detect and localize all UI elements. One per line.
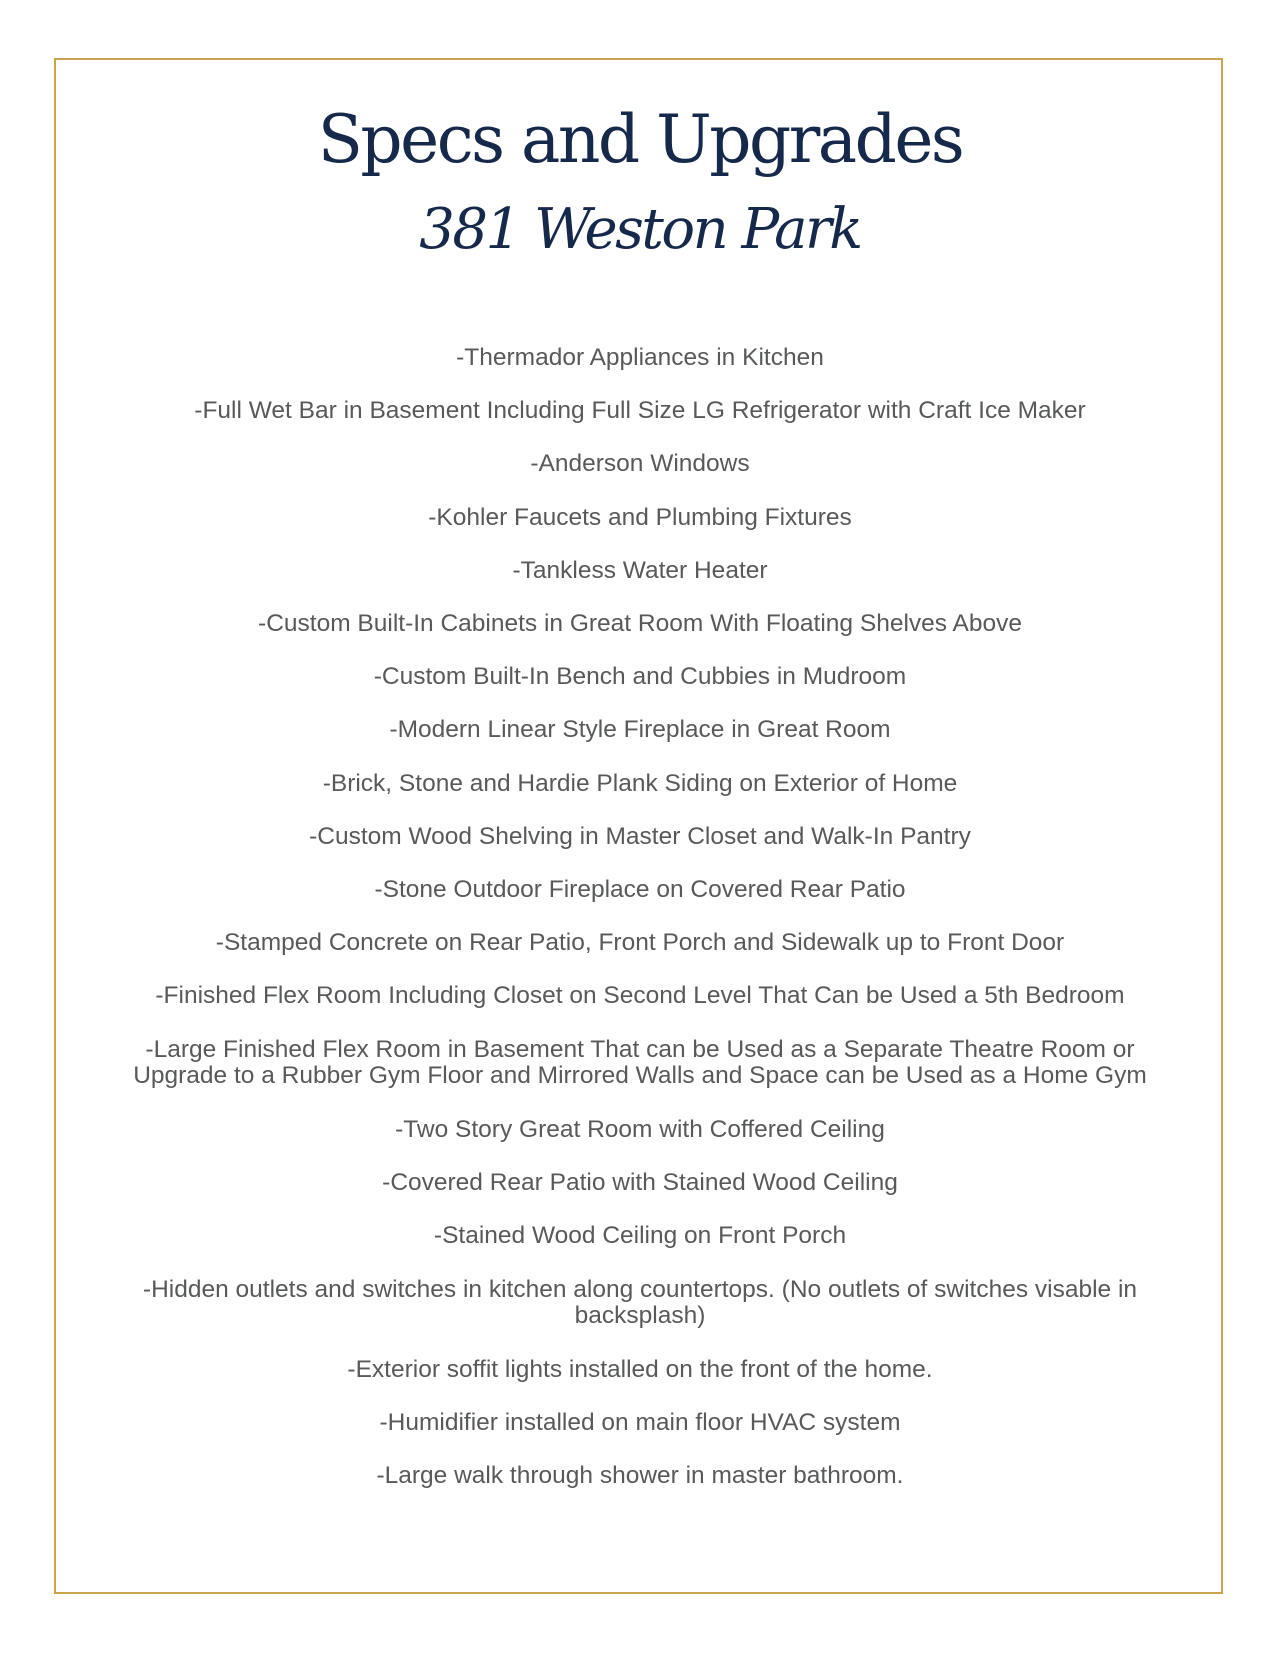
- spec-item: -Brick, Stone and Hardie Plank Siding on Exterior of Home: [322, 769, 958, 797]
- spec-item: -Custom Built-In Bench and Cubbies in Mudroom: [373, 663, 907, 691]
- spec-item: -Custom Built-In Cabinets in Great Room With Floating Shelves Above: [258, 610, 1022, 638]
- spec-item: -Thermador Appliances in Kitchen: [456, 344, 824, 371]
- spec-item: -Stamped Concrete on Rear Patio, Front Porch and Sidewalk up to Front Door: [215, 929, 1065, 957]
- spec-item: -Hidden outlets and switches in kitchen along countertops. (No outlets of switches visable in backsplash): [142, 1275, 1138, 1330]
- spec-item: -Exterior soffit lights installed on the front of the home.: [347, 1356, 933, 1384]
- spec-item: -Two Story Great Room with Coffered Ceiling: [395, 1116, 885, 1144]
- page-title: Specs and Upgrades: [317, 101, 963, 178]
- spec-item: -Kohler Faucets and Plumbing Fixtures: [428, 503, 852, 531]
- spec-item: -Large Finished Flex Room in Basement That can be Used as a Separate Theatre Room or Upgrade to a Rubber Gym Floor and Mirrored Walls and Space can be Used as a Home Gym: [133, 1035, 1147, 1090]
- spec-item: -Tankless Water Heater: [512, 556, 768, 584]
- property-address: 381 Weston Park: [419, 197, 861, 262]
- spec-item: -Humidifier installed on main floor HVAC system: [379, 1409, 901, 1437]
- spec-item: -Anderson Windows: [530, 450, 750, 478]
- spec-item: -Stained Wood Ceiling on Front Porch: [433, 1222, 847, 1250]
- spec-item: -Modern Linear Style Fireplace in Great Room: [389, 716, 891, 744]
- spec-item: -Large walk through shower in master bathroom.: [376, 1462, 904, 1490]
- spec-item: -Stone Outdoor Fireplace on Covered Rear Patio: [374, 876, 906, 904]
- spec-item: -Custom Wood Shelving in Master Closet and Walk-In Pantry: [309, 822, 971, 850]
- spec-item: -Finished Flex Room Including Closet on Second Level That Can be Used a 5th Bedroom: [155, 982, 1125, 1010]
- spec-item: -Full Wet Bar in Basement Including Full Size LG Refrigerator with Craft Ice Maker: [194, 397, 1086, 425]
- spec-item: -Covered Rear Patio with Stained Wood Ceiling: [382, 1169, 898, 1197]
- specs-list: [125, 345, 1155, 1517]
